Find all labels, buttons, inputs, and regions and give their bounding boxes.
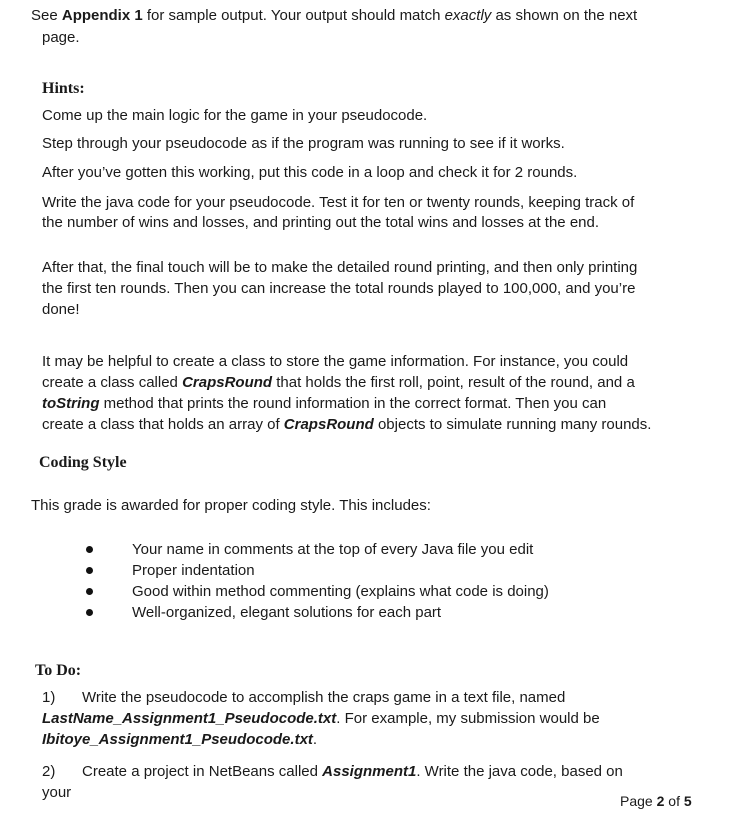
appendix-ref: Appendix 1 — [61, 7, 143, 24]
page-number: Page 2 of 5 — [620, 793, 692, 809]
list-item: Your name in comments at the top of every Java file you edit — [86, 539, 549, 560]
hint-class-line-3: toString method that prints the round information in the correct format. Then you can — [42, 395, 607, 412]
todo-item-2-line-2: your — [42, 784, 72, 801]
crapsround-class-name: CrapsRound — [283, 416, 374, 433]
list-item: Good within method commenting (explains what code is doing) — [86, 581, 549, 602]
hint-class-line-1: It may be helpful to create a class to store the game information. For instance, you could — [42, 353, 629, 370]
todo-item-1-line-1: 1) Write the pseudocode to accomplish the craps game in a text file, named — [42, 689, 566, 706]
hints-heading: Hints: — [42, 80, 85, 97]
exactly-emphasis: exactly — [444, 7, 492, 24]
hint-class-line-2: create a class called CrapsRound that holds the first roll, point, result of the round, and a — [42, 374, 635, 391]
hint-after-line-1: After that, the final touch will be to make the detailed round printing, and then only printing — [42, 259, 638, 276]
bullet-icon — [86, 588, 93, 595]
bullet-icon — [86, 546, 93, 553]
coding-style-heading: Coding Style — [39, 454, 127, 471]
todo-item-1-line-2: LastName_Assignment1_Pseudocode.txt. For example, my submission would be — [42, 710, 600, 727]
crapsround-class-name: CrapsRound — [182, 374, 273, 391]
coding-style-list — [86, 539, 549, 623]
pseudocode-filename-example: Ibitoye_Assignment1_Pseudocode.txt — [42, 731, 313, 748]
project-name: Assignment1 — [322, 763, 417, 780]
todo-item-2-line-1: 2) Create a project in NetBeans called Assignment1. Write the java code, based on — [42, 763, 623, 780]
hint-item: Come up the main logic for the game in your pseudocode. — [42, 107, 428, 124]
list-item: Proper indentation — [86, 560, 549, 581]
hint-class-line-4: create a class that holds an array of CrapsRound objects to simulate running many rounds. — [42, 416, 652, 433]
todo-heading: To Do: — [35, 662, 82, 679]
hint-after-line-3: done! — [42, 301, 80, 318]
list-item: Well-organized, elegant solutions for each part — [86, 602, 549, 623]
hint-java-line-2: the number of wins and losses, and printing out the total wins and losses at the end. — [42, 214, 600, 231]
intro-line-1: See Appendix 1 for sample output. Your output should match exactly as shown on the next — [31, 7, 638, 24]
pseudocode-filename-template: LastName_Assignment1_Pseudocode.txt — [42, 710, 337, 727]
coding-style-intro: This grade is awarded for proper coding style. This includes: — [31, 497, 431, 514]
hint-item: Step through your pseudocode as if the program was running to see if it works. — [42, 135, 565, 152]
hint-java-line-1: Write the java code for your pseudocode. Test it for ten or twenty rounds, keeping track of — [42, 194, 635, 211]
bullet-icon — [86, 567, 93, 574]
tostring-method-name: toString — [42, 395, 100, 412]
hint-after-line-2: the first ten rounds. Then you can increase the total rounds played to 100,000, and you’re — [42, 280, 636, 297]
intro-line-2: page. — [42, 29, 80, 46]
hint-item: After you’ve gotten this working, put this code in a loop and check it for 2 rounds. — [42, 164, 578, 181]
bullet-icon — [86, 609, 93, 616]
todo-item-1-line-3: Ibitoye_Assignment1_Pseudocode.txt. — [42, 731, 318, 748]
